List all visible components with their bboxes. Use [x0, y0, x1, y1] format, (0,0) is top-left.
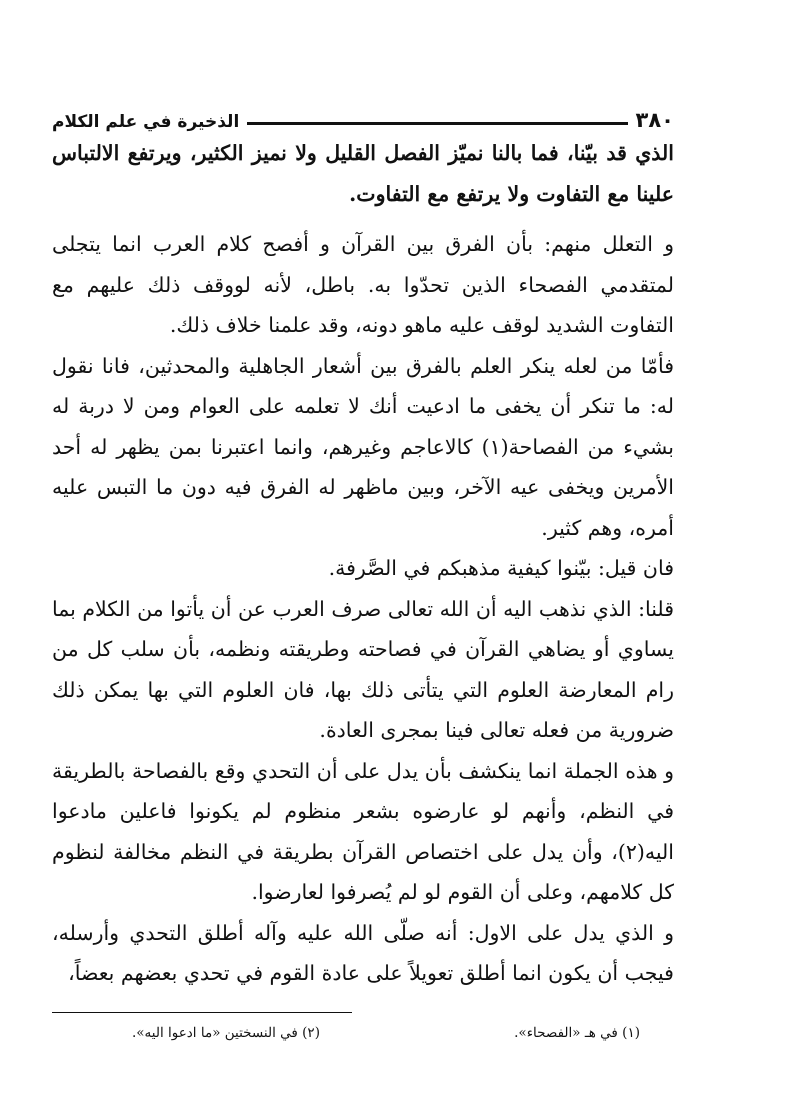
footnote-2: (٢) في النسختين «ما ادعوا اليه». [132, 1024, 320, 1041]
paragraph: و التعلل منهم: بأن الفرق بين القرآن و أفصح كلام العرب انما يتجلى لمتقدمي الفصحاء الذين تحدّوا به. باطل، لأنه لووقف ذلك عليهم مع التفاوت الشديد لوقف عليه ماهو دونه، وقد علمنا خلاف ذلك. [52, 232, 674, 337]
footnote-1: (١) في هـ «الفصحاء». [514, 1024, 640, 1041]
page-header [52, 82, 674, 132]
paragraph: فان قيل: بيّنوا كيفية مذهبكم في الصَّرفة. [328, 556, 674, 580]
page-number: ٣٨٠ [628, 108, 674, 132]
book-page [52, 82, 674, 1041]
paragraph: و هذه الجملة انما ينكشف بأن يدل على أن التحدي وقع بالفصاحة بالطريقة في النظم، وأنهم لو عارضوه بشعر منظوم لم يكونوا فاعلين مادعوا اليه(٢)، وأن يدل على اختصاص القرآن بطريقة في النظم مخالفة لنظوم كل كلامهم، وعلى أن القوم لو لم يُصرفوا لعارضوا. [52, 758, 674, 904]
paragraph: فأمّا من لعله ينكر العلم بالفرق بين أشعار الجاهلية والمحدثين، فانا نقول له: ما تنكر أن يخفى ما ادعيت أنك لا تعلمه على العوام ومن لا دربة له بشيء من الفصاحة(١) كالاعاجم وغيرهم، وانما اعتبرنا بمن يظهر له أحد الأمرين ويخفى عيه الآخر، وبين ماظهر له الفرق فيه دون ما التبس عليه أمره، وهم كثير. [52, 353, 675, 540]
paragraph: الذي قد بيّنا، فما بالنا نميّز الفصل القليل ولا نميز الكثير، ويرتفع الالتباس علينا مع التفاوت ولا يرتفع مع التفاوت. [52, 141, 674, 206]
footnotes [52, 1025, 674, 1041]
paragraph: و الذي يدل على الاول: أنه صلّى الله عليه وآله أطلق التحدي وأرسله، فيجب أن يكون انما أطلق تعويلاً على عادة القوم في تحدي بعضهم بعضاً، [52, 920, 674, 985]
body-text [52, 133, 674, 994]
running-title: الذخيرة في علم الكلام [52, 112, 247, 132]
footnote-divider [52, 1012, 352, 1013]
paragraph: قلنا: الذي نذهب اليه أن الله تعالى صرف العرب عن أن يأتوا من الكلام بما يساوي أو يضاهي القرآن في فصاحته وطريقته ونظمه، بأن سلب كل من رام المعارضة العلوم التي يتأتى ذلك بها، فان العلوم التي بها يمكن ذلك ضرورية من فعله تعالى فينا بمجرى العادة. [52, 596, 674, 742]
